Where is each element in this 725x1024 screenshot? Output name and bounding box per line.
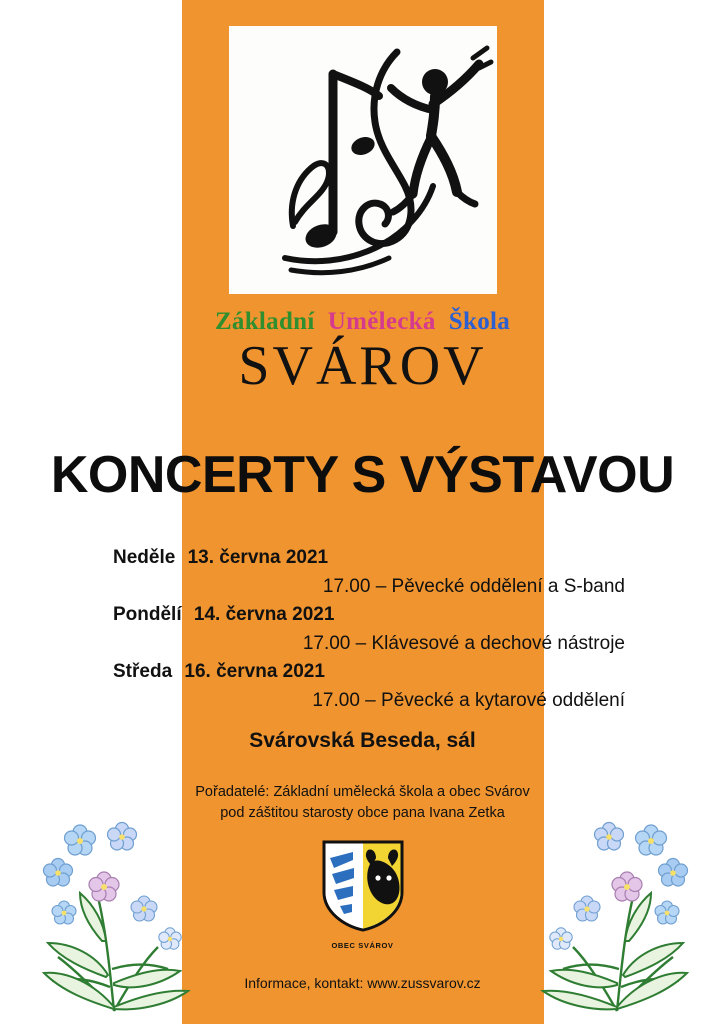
program-list (0, 544, 725, 753)
program-weekday: Neděle (113, 547, 176, 568)
school-name: SVÁROV (238, 335, 487, 397)
program-weekday: Středa (113, 661, 173, 682)
program-item (0, 544, 725, 601)
school-type-word-3: Škola (448, 308, 511, 335)
program-detail: 17.00 – Klávesové a dechové nástroje (302, 632, 625, 654)
program-day (0, 658, 725, 687)
crest-caption: OBEC SVÁROV (331, 941, 394, 950)
program-weekday: Pondělí (113, 604, 182, 625)
program-date: 16. června 2021 (184, 661, 325, 682)
program-day (0, 544, 725, 573)
venue-label: Svárovská Beseda, sál (249, 729, 476, 752)
contact-info: Informace, kontakt: www.zussvarov.cz (244, 975, 481, 991)
music-notes-dancer-logo (229, 26, 497, 294)
program-item (0, 658, 725, 715)
organizers-line-1: Pořadatelé: Základní umělecká škola a obec Svárov (195, 784, 530, 800)
school-type-line (0, 308, 725, 336)
program-day (0, 601, 725, 630)
municipal-crest-block (313, 838, 413, 950)
page-title: KONCERTY S VÝSTAVOU (50, 446, 675, 504)
program-detail: 17.00 – Pěvecké oddělení a S-band (322, 575, 625, 597)
program-date: 14. června 2021 (193, 604, 335, 625)
program-date: 13. června 2021 (187, 547, 329, 568)
school-type-word-1: Základní (214, 308, 315, 335)
program-detail: 17.00 – Pěvecké a kytarové oddělení (312, 689, 625, 711)
municipal-coat-of-arms (320, 838, 406, 934)
organizers-line-2: pod záštitou starosty obce pana Ivana Zetka (220, 805, 505, 822)
school-type-word-2: Umělecká (327, 308, 436, 335)
school-logo-block (0, 26, 725, 397)
program-item (0, 601, 725, 658)
